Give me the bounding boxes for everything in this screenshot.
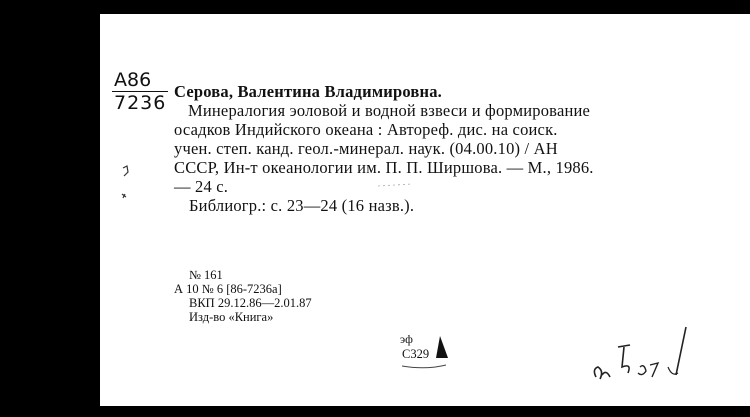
call-number-line2: 7236: [114, 92, 167, 114]
title-line-5: — 24 с.: [174, 177, 229, 196]
stamp-mark: [396, 332, 456, 372]
catalog-card: [100, 14, 750, 406]
call-number: [112, 70, 168, 114]
call-number-line1: A86: [112, 70, 168, 92]
catalog-code: А 10 № 6 [86-7236а]: [174, 282, 282, 296]
title-line-4: СССР, Ин-т океанологии им. П. П. Ширшова. — М., 1986.: [174, 158, 594, 177]
title-line-3: учен. степ. канд. геол.-минерал. наук. (04.00.10) / АН: [174, 139, 558, 158]
publisher: Изд-во «Книга»: [189, 310, 274, 324]
catalog-number: № 161: [189, 268, 223, 282]
handwritten-scribble: [588, 319, 698, 389]
vkp-dates: ВКП 29.12.86—2.01.87: [189, 296, 312, 310]
author: Серова, Валентина Владимировна.: [174, 82, 442, 101]
stamp-code: С329: [402, 347, 430, 361]
bibliography-note: Библиогр.: с. 23—24 (16 назв.).: [189, 196, 415, 215]
smudge: [376, 180, 416, 190]
title-line-2: осадков Индийского океана : Автореф. дис. на соиск.: [174, 120, 558, 139]
title-line-1: Минералогия эоловой и водной взвеси и формирование: [188, 101, 591, 120]
stamp-top: эф: [400, 332, 413, 346]
margin-marks: [118, 164, 134, 206]
